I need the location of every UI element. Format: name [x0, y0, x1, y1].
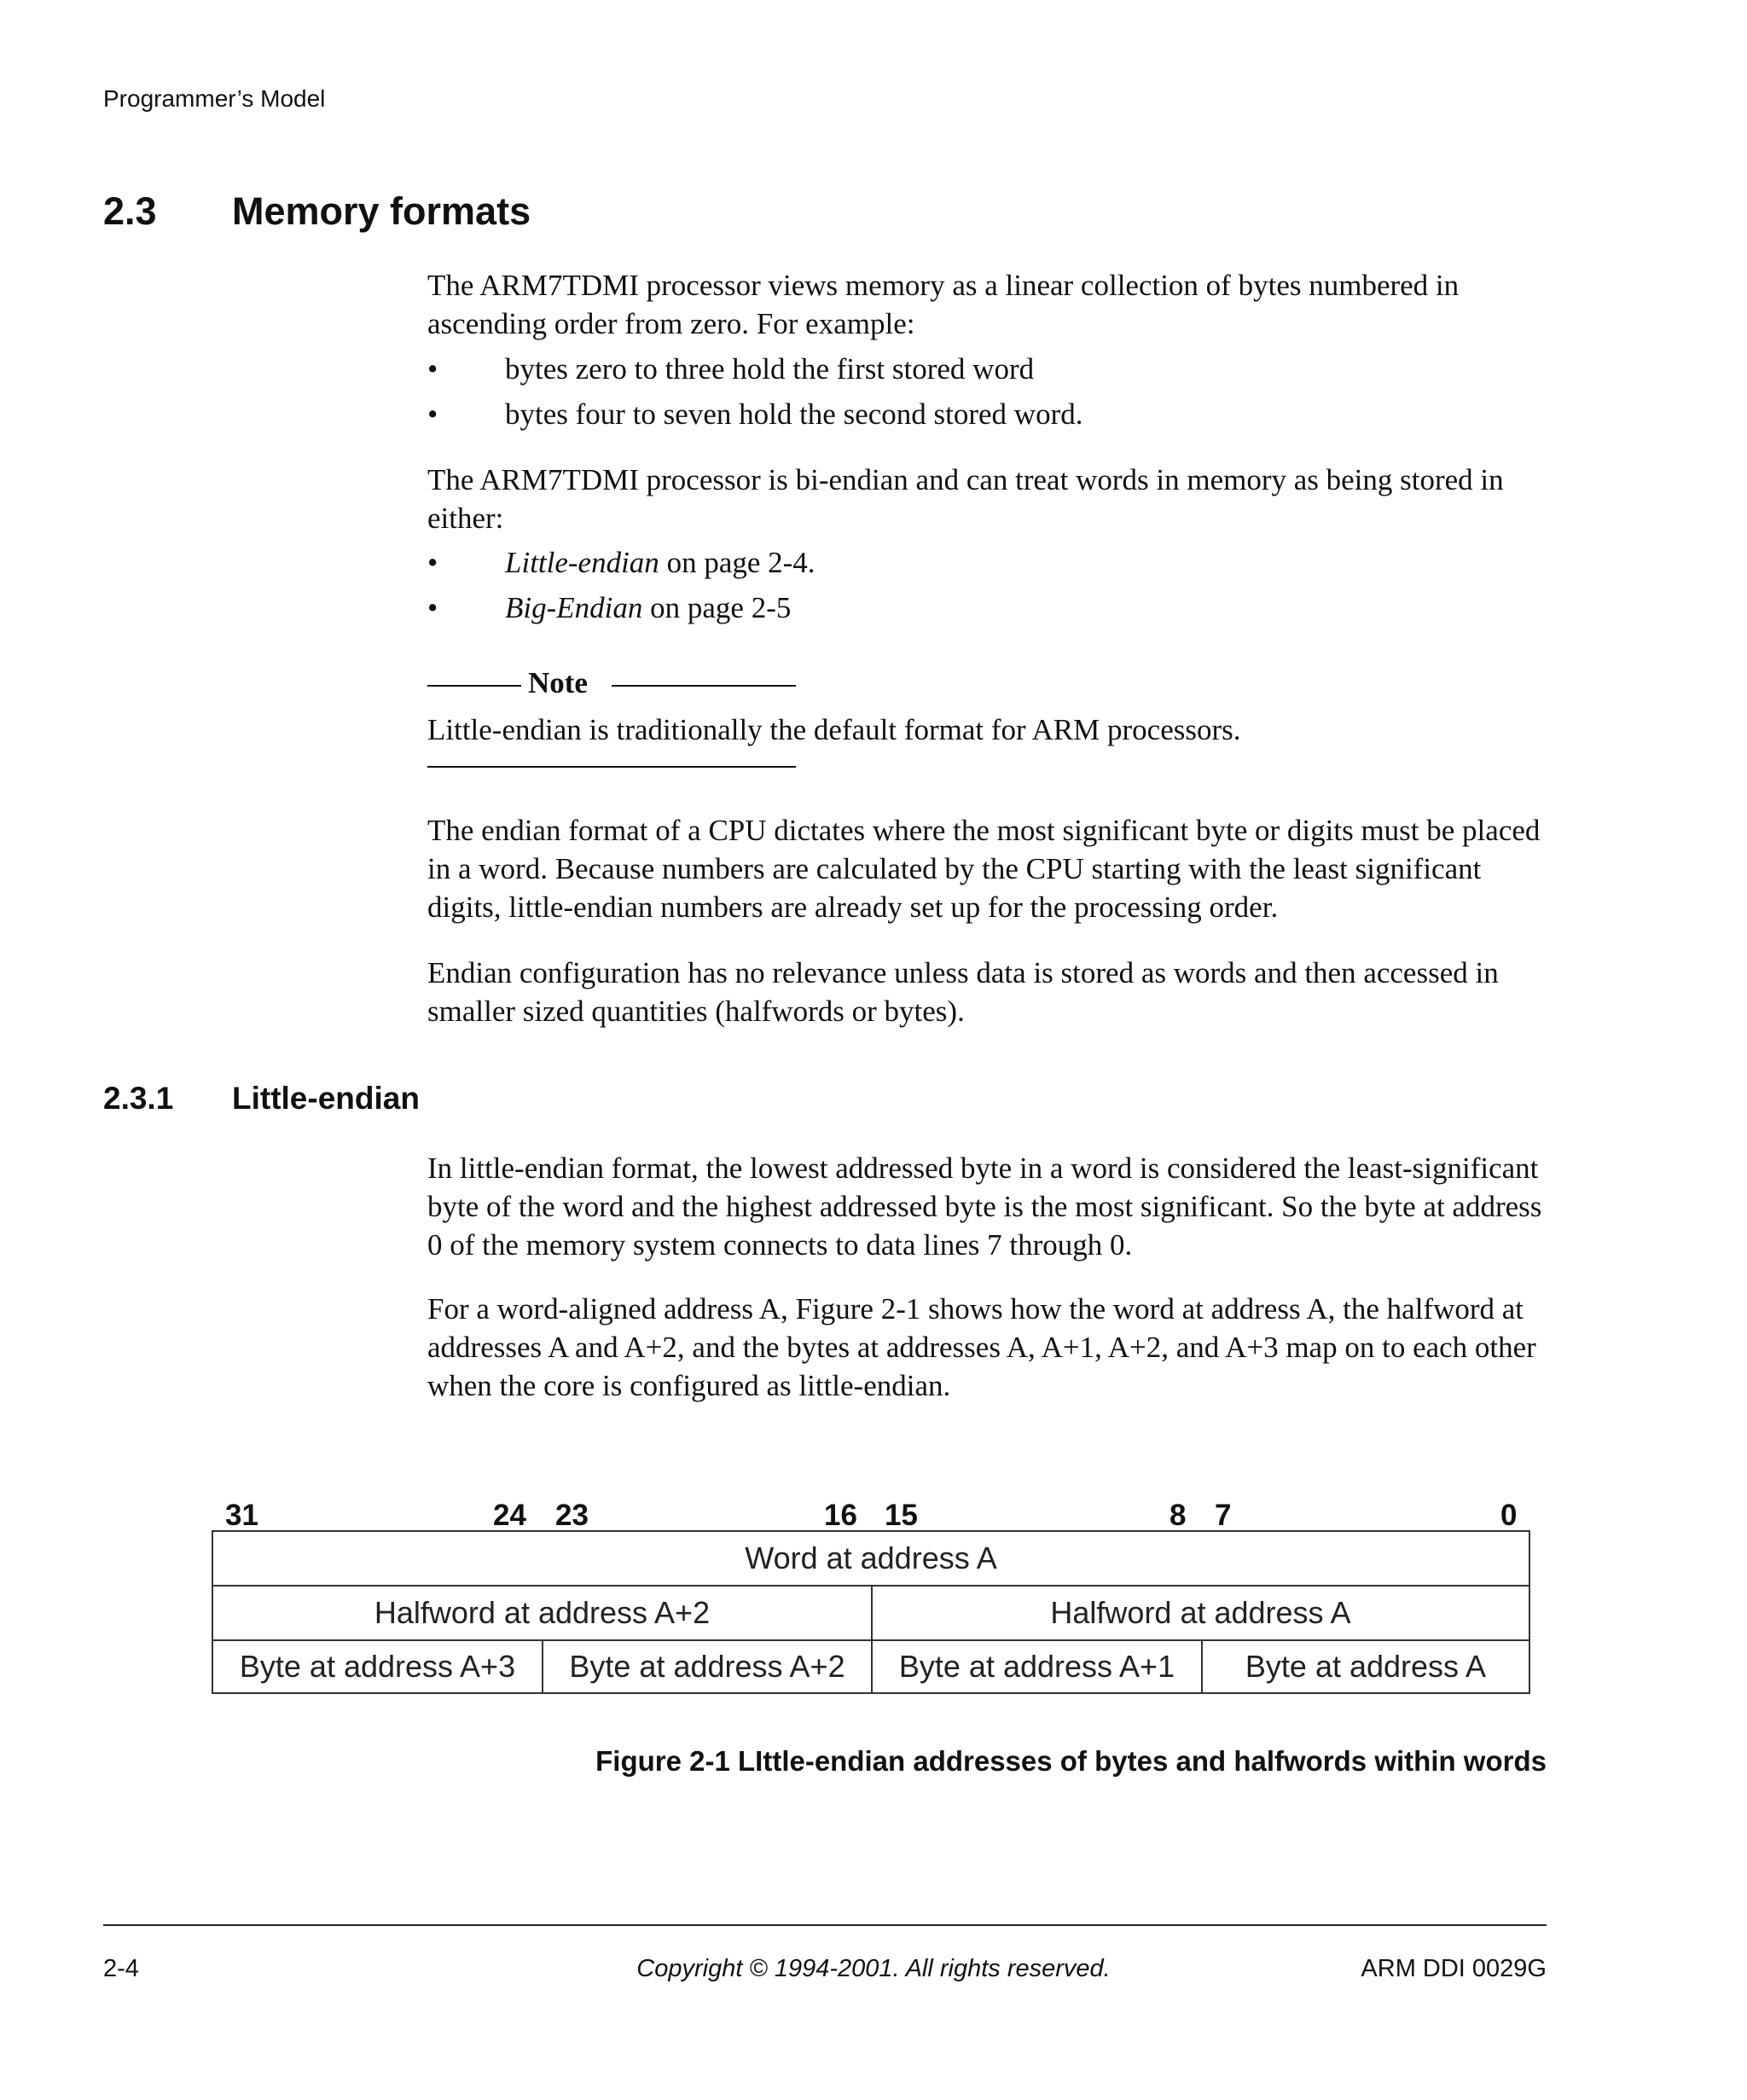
note-rule-bottom	[427, 766, 796, 768]
bit-label-16: 16	[824, 1499, 857, 1532]
bullet-icon: •	[427, 546, 438, 579]
little-endian-memory-diagram	[212, 1530, 1530, 1694]
document-id: ARM DDI 0029G	[1361, 1955, 1547, 1982]
byte-cell-a2: Byte at address A+2	[542, 1639, 873, 1694]
endian-config-paragraph: Endian configuration has no relevance unless data is stored as words and then accessed in smaller sized quantities (halfwords or bytes).	[427, 956, 1499, 1028]
byte-cell-a3: Byte at address A+3	[212, 1639, 543, 1694]
footer-rule	[103, 1924, 1547, 1926]
little-endian-paragraph-1: In little-endian format, the lowest addressed byte in a word is considered the least-significant byte of the word and the highest addressed byte is the most significant. So the byte at address 0 of the memory system connects to data lines 7 through 0.	[427, 1152, 1542, 1262]
intro-paragraph: The ARM7TDMI processor views memory as a linear collection of bytes numbered in ascending order from zero. For example:	[427, 269, 1460, 340]
little-endian-link[interactable]: Little-endian	[505, 546, 659, 579]
endian-format-paragraph: The endian format of a CPU dictates where the most significant byte or digits must be placed in a word. Because numbers are calculated by the CPU starting with the least significant digits, little-endian numbers are already set up for the processing order.	[427, 814, 1541, 924]
copyright-notice: Copyright © 1994-2001. All rights reserved.	[636, 1955, 1111, 1982]
page-number: 2-4	[103, 1955, 139, 1982]
note-rule-right	[612, 685, 796, 687]
note-header	[427, 664, 796, 702]
subsection-title: Little-endian	[232, 1081, 420, 1116]
figure-caption: Figure 2-1 LIttle-endian addresses of bytes and halfwords within words	[595, 1745, 1547, 1777]
running-header: Programmer’s Model	[103, 85, 326, 112]
bit-label-31: 31	[225, 1499, 258, 1532]
bullet-icon: •	[427, 591, 438, 624]
note-label: Note	[528, 666, 588, 699]
bit-label-24: 24	[493, 1499, 526, 1532]
bullet-icon: •	[427, 397, 438, 431]
little-endian-paragraph-2: For a word-aligned address A, Figure 2-1 shows how the word at address A, the halfword at addresses A and A+2, and the bytes at addresses A, A+1, A+2, and A+3 map on to each other when the core is configured as little-endian.	[427, 1292, 1536, 1402]
note-text: Little-endian is traditionally the default format for ARM processors.	[427, 713, 1241, 746]
bit-label-15: 15	[885, 1499, 918, 1532]
biendian-paragraph: The ARM7TDMI processor is bi-endian and can treat words in memory as being stored in either:	[427, 463, 1504, 535]
section-title: Memory formats	[232, 189, 531, 233]
section-number: 2.3	[103, 189, 157, 233]
big-endian-link[interactable]: Big-Endian	[505, 591, 643, 624]
bit-label-0: 0	[1500, 1499, 1518, 1532]
bit-label-23: 23	[555, 1499, 589, 1532]
halfword-cell-a2: Halfword at address A+2	[212, 1585, 873, 1641]
word-cell: Word at address A	[212, 1530, 1530, 1587]
byte-cell-a1: Byte at address A+1	[871, 1639, 1203, 1694]
halfword-cell-a: Halfword at address A	[871, 1585, 1530, 1641]
bit-label-8: 8	[1170, 1499, 1187, 1532]
byte-cell-a: Byte at address A	[1201, 1639, 1530, 1694]
note-rule-left	[427, 685, 521, 687]
bit-label-7: 7	[1215, 1499, 1232, 1532]
subsection-number: 2.3.1	[103, 1081, 174, 1116]
bullet-icon: •	[427, 352, 438, 386]
